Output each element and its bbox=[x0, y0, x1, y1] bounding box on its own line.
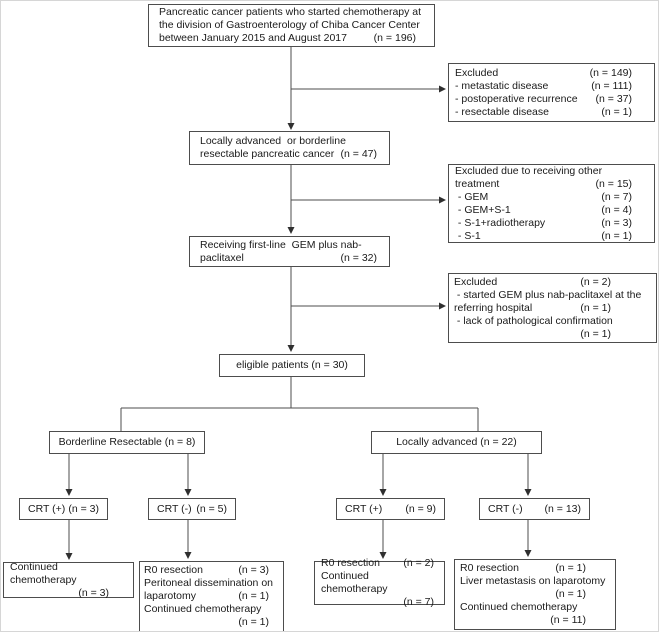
excluded-2-header: Excluded due to receiving other bbox=[455, 164, 603, 177]
borderline-resectable-label: Borderline Resectable (n = 8) bbox=[58, 436, 196, 448]
excluded-2-item-count: (n = 4) bbox=[601, 203, 632, 216]
excluded-3-box bbox=[448, 273, 657, 343]
excluded-3-title-count: (n = 2) bbox=[580, 275, 611, 288]
outcome-item: Continued chemotherapy bbox=[10, 560, 77, 586]
excluded-1-item-count: (n = 111) bbox=[591, 79, 632, 92]
outcome-item: Continued chemotherapy bbox=[321, 570, 388, 595]
excluded-2-item-count: (n = 7) bbox=[601, 190, 632, 203]
outcome-count: (n = 1) bbox=[238, 616, 269, 628]
locally-advanced-box bbox=[371, 431, 542, 454]
borderline-resectable-box bbox=[49, 431, 205, 454]
excluded-2-item-count: (n = 3) bbox=[601, 216, 632, 229]
outcome-item: Peritoneal dissemination on bbox=[144, 577, 273, 589]
crt-label: CRT (-) bbox=[157, 502, 192, 515]
outcome-borderline-crtpos-box bbox=[3, 562, 134, 598]
outcome-count: (n = 7) bbox=[403, 596, 434, 608]
outcome-count: (n = 1) bbox=[555, 562, 586, 574]
crt-count: (n = 9) bbox=[405, 502, 436, 515]
outcome-item: R0 resection bbox=[144, 564, 203, 576]
excluded-1-item: - resectable disease bbox=[455, 105, 549, 118]
excluded-2-item-count: (n = 15) bbox=[595, 177, 632, 190]
excluded-3-item: - started GEM plus nab-paclitaxel at the bbox=[454, 288, 642, 301]
crt-neg-locally-advanced-box bbox=[479, 498, 590, 520]
gem-nab-box bbox=[189, 236, 390, 267]
outcome-count: (n = 3) bbox=[78, 586, 109, 599]
excluded-3-item-count: (n = 1) bbox=[580, 301, 611, 314]
excluded-1-item-count: (n = 1) bbox=[601, 105, 632, 118]
excluded-2-item-count: (n = 1) bbox=[601, 229, 632, 242]
excluded-1-title-count: (n = 149) bbox=[589, 66, 632, 79]
la-br-line-2: resectable pancreatic cancer bbox=[200, 148, 335, 160]
outcome-count: (n = 2) bbox=[403, 557, 434, 569]
excluded-1-item: - metastatic disease bbox=[455, 79, 549, 92]
eligible-box bbox=[219, 354, 365, 377]
outcome-item: R0 resection bbox=[321, 557, 380, 569]
outcome-count: (n = 1) bbox=[555, 588, 586, 600]
excluded-2-item: - S-1 bbox=[455, 229, 481, 242]
crt-count: (n = 3) bbox=[68, 502, 99, 515]
excluded-2-item: - GEM bbox=[455, 190, 489, 203]
crt-count: (n = 13) bbox=[544, 502, 581, 515]
outcome-item: Liver metastasis on laparotomy bbox=[460, 575, 606, 587]
enrollment-line-2: the division of Gastroenterology of Chiba Cancer Center bbox=[159, 19, 420, 31]
excluded-3-title: Excluded bbox=[454, 275, 498, 288]
excluded-3-item: referring hospital bbox=[454, 301, 533, 314]
crt-pos-borderline-box bbox=[19, 498, 108, 520]
la-br-count: (n = 47) bbox=[340, 148, 377, 160]
enrollment-box bbox=[148, 4, 435, 47]
enrollment-count: (n = 196) bbox=[373, 32, 416, 44]
gem-nab-line-2: paclitaxel bbox=[200, 251, 244, 264]
outcome-item: laparotomy bbox=[144, 590, 196, 602]
crt-count: (n = 5) bbox=[196, 502, 227, 515]
excluded-2-box bbox=[448, 164, 655, 243]
excluded-2-item: - GEM+S-1 bbox=[455, 203, 511, 216]
excluded-3-item-count: (n = 1) bbox=[580, 327, 611, 340]
la-br-box bbox=[189, 131, 390, 165]
excluded-1-item: - postoperative recurrence bbox=[455, 92, 578, 105]
excluded-2-item: treatment bbox=[455, 177, 500, 190]
enrollment-line-3: between January 2015 and August 2017 bbox=[159, 32, 347, 44]
gem-nab-count: (n = 32) bbox=[340, 251, 377, 264]
outcome-borderline-crtneg-box bbox=[139, 561, 284, 632]
crt-label: CRT (+) bbox=[345, 502, 383, 515]
crt-label: CRT (-) bbox=[488, 502, 523, 515]
outcome-item: Continued chemotherapy bbox=[144, 603, 262, 615]
excluded-2-item: - S-1+radiotherapy bbox=[455, 216, 546, 229]
outcome-locally-advanced-crtneg-box bbox=[454, 559, 616, 630]
crt-pos-locally-advanced-box bbox=[336, 498, 445, 520]
excluded-1-item-count: (n = 37) bbox=[595, 92, 632, 105]
outcome-item: Continued chemotherapy bbox=[460, 601, 578, 613]
eligible-label: eligible patients (n = 30) bbox=[236, 359, 348, 371]
gem-nab-line-1: Receiving first-line GEM plus nab- bbox=[200, 238, 362, 251]
excluded-3-item: - lack of pathological confirmation bbox=[454, 314, 613, 327]
outcome-locally-advanced-crtpos-box bbox=[314, 557, 445, 608]
la-br-line-1: Locally advanced or borderline bbox=[200, 135, 346, 147]
crt-neg-borderline-box bbox=[148, 498, 236, 520]
enrollment-line-1: Pancreatic cancer patients who started chemotherapy at bbox=[159, 6, 422, 18]
excluded-1-title: Excluded bbox=[455, 66, 499, 79]
outcome-count: (n = 1) bbox=[238, 590, 269, 602]
locally-advanced-label: Locally advanced (n = 22) bbox=[396, 436, 517, 448]
crt-label: CRT (+) bbox=[28, 502, 66, 515]
excluded-1-box bbox=[448, 63, 655, 122]
outcome-item: R0 resection bbox=[460, 562, 519, 574]
outcome-count: (n = 11) bbox=[550, 614, 586, 626]
outcome-count: (n = 3) bbox=[238, 564, 269, 576]
